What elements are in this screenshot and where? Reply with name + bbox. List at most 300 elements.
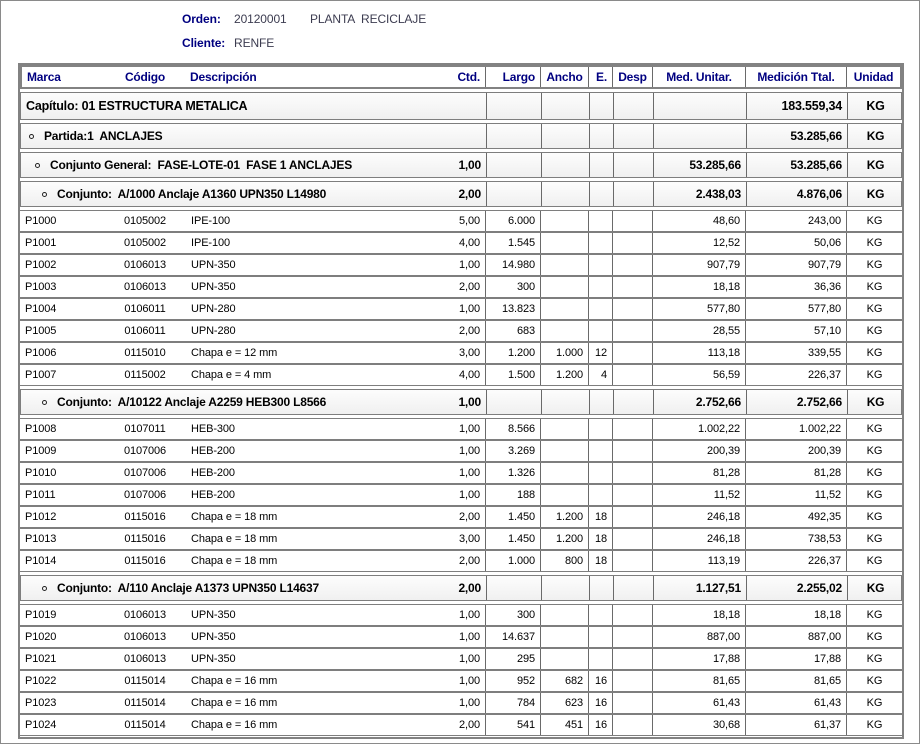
cell-marca: P1005 [25,325,57,337]
cell-ctd: 1,00 [458,445,480,457]
cell-e [588,441,612,461]
group-label-cell [21,153,431,177]
cell-medicion-ttal: 81,65 [745,671,846,691]
cell-med-unitar: 28,55 [652,321,745,341]
cell-ancho [541,576,589,600]
cell-desp [612,233,652,253]
cell-unidad: KG [846,233,902,253]
cell-medicion-ttal: 18,18 [745,605,846,625]
cell-ctd: 1,00 [458,697,480,709]
group-label-cell [21,124,431,148]
cell-med-unitar: 907,79 [652,255,745,275]
cell-marca: P1001 [25,237,57,249]
cell-codigo: 0115010 [124,347,166,359]
item-row [20,342,902,364]
item-row [20,528,902,550]
cell-unidad: KG [847,124,903,148]
cell-marca: P1009 [25,445,57,457]
cell-descripcion: HEB-200 [191,489,235,501]
cell-ancho [540,211,588,231]
cell-marca: P1012 [25,511,57,523]
cell-med-unitar: 2.438,03 [653,182,746,206]
cell-ctd: 2,00 [458,187,481,201]
cell-medicion-ttal: 492,35 [745,507,846,527]
cell-marca: P1008 [25,423,57,435]
cell-descripcion: Chapa e = 16 mm [191,675,278,687]
group-bullet-icon [42,400,47,405]
cell-medicion-ttal: 577,80 [745,299,846,319]
cell-e [588,211,612,231]
cell-codigo: 0105002 [123,237,167,249]
cell-unidad: KG [846,605,902,625]
cell-unidad: KG [847,576,903,600]
cell-e [588,233,612,253]
cliente-value: RENFE [234,36,275,50]
cell-largo: 3.269 [485,441,540,461]
cell-codigo: 0106013 [123,259,167,271]
group-text: Conjunto: A/10122 Anclaje A2259 HEB300 L8566 [57,395,327,409]
cell-ancho [541,390,589,414]
cell-descripcion: Chapa e = 16 mm [191,719,278,731]
cell-desp [613,124,653,148]
group-label-cell [21,390,431,414]
item-row [20,604,902,626]
cell-ctd: 1,00 [458,653,480,665]
group-text: Conjunto: A/110 Anclaje A1373 UPN350 L14637 [57,581,319,595]
cell-codigo: 0115014 [124,719,166,731]
conjunto-row [20,181,902,207]
cell-medicion-ttal: 226,37 [745,365,846,385]
cell-med-unitar: 2.752,66 [653,390,746,414]
cell-unidad: KG [846,485,902,505]
item-row [20,364,902,386]
cell-ancho [540,299,588,319]
cell-desp [613,182,653,206]
item-row [20,714,902,736]
group-text: Partida:1 ANCLAJES [44,129,163,143]
cell-unidad: KG [847,93,903,119]
cell-codigo: 0107006 [123,445,167,457]
cell-descripcion: HEB-300 [191,423,235,435]
cell-codigo: 0106013 [123,281,167,293]
group-text: Capítulo: 01 ESTRUCTURA METALICA [26,99,248,113]
column-header-ctd: Ctd. [457,70,480,84]
cell-med-unitar: 18,18 [652,605,745,625]
cell-desp [612,529,652,549]
cell-largo: 14.637 [485,627,540,647]
cell-ctd: 4,00 [458,237,480,249]
group-bullet-icon [29,134,34,139]
cell-descripcion: HEB-200 [191,467,235,479]
cell-desp [612,485,652,505]
cell-ancho [540,277,588,297]
cell-medicion-ttal: 2.255,02 [746,576,847,600]
cell-codigo: 0115016 [124,511,166,523]
table-body [20,92,902,736]
cell-ctd: 5,00 [458,215,480,227]
cell-med-unitar: 30,68 [652,715,745,735]
cell-medicion-ttal: 57,10 [745,321,846,341]
cell-e [588,463,612,483]
cell-medicion-ttal: 50,06 [745,233,846,253]
cell-e [588,627,612,647]
column-header-med-unitar: Med. Unitar. [652,67,745,87]
cell-marca: P1021 [25,653,57,665]
cell-unidad: KG [846,343,902,363]
cell-largo: 952 [485,671,540,691]
cell-e [589,182,613,206]
cell-e: 18 [588,507,612,527]
cell-medicion-ttal: 183.559,34 [746,93,847,119]
cell-largo: 541 [485,715,540,735]
cell-med-unitar: 887,00 [652,627,745,647]
item-row [20,648,902,670]
cell-marca: P1020 [25,631,57,643]
cell-descripcion: Chapa e = 4 mm [191,369,272,381]
cell-ctd: 1,00 [458,395,481,409]
item-row [20,670,902,692]
cell-medicion-ttal: 11,52 [745,485,846,505]
cell-codigo: 0106011 [124,303,166,315]
orden-project-name: PLANTA RECICLAJE [310,12,427,26]
cell-largo [486,390,541,414]
cell-ancho: 623 [540,693,588,713]
group-bullet-icon [35,163,40,168]
cell-largo: 1.450 [485,507,540,527]
cell-unidad: KG [846,671,902,691]
cell-largo: 1.000 [485,551,540,571]
cell-marca: P1013 [25,533,57,545]
cell-largo: 784 [485,693,540,713]
cell-e: 12 [588,343,612,363]
cell-med-unitar: 56,59 [652,365,745,385]
cell-e [589,576,613,600]
cell-desp [612,507,652,527]
cell-medicion-ttal: 1.002,22 [745,419,846,439]
cell-marca: P1022 [25,675,57,687]
cell-ctd: 2,00 [458,581,481,595]
cell-descripcion: Chapa e = 12 mm [191,347,278,359]
item-row [20,506,902,528]
cell-unidad: KG [846,365,902,385]
measurement-table [18,63,904,739]
cell-descripcion: Chapa e = 18 mm [191,511,278,523]
cell-codigo: 0115014 [124,675,166,687]
cell-marca: P1024 [25,719,57,731]
cell-unidad: KG [847,390,903,414]
column-header-medicion-ttal: Medición Ttal. [745,67,846,87]
cell-codigo: 0106013 [123,653,167,665]
cell-ancho [540,321,588,341]
column-header-descripcion: Descripción [190,70,257,84]
cell-codigo: 0105002 [123,215,167,227]
cell-ctd: 2,00 [458,511,480,523]
cell-largo [486,153,541,177]
orden-label: Orden: [182,12,221,26]
cell-ancho: 1.200 [540,529,588,549]
cell-largo: 1.545 [485,233,540,253]
cell-unidad: KG [846,321,902,341]
group-label-cell [21,93,431,119]
cell-unidad: KG [846,211,902,231]
cell-ctd: 1,00 [458,489,480,501]
cell-ancho: 800 [540,551,588,571]
cell-desp [613,576,653,600]
cell-medicion-ttal: 61,43 [745,693,846,713]
group-label-cell [21,182,431,206]
item-row [20,462,902,484]
cell-marca: P1006 [25,347,57,359]
cell-desp [612,463,652,483]
cell-largo [486,576,541,600]
cell-ancho: 1.000 [540,343,588,363]
cell-med-unitar: 12,52 [652,233,745,253]
item-row [20,484,902,506]
cell-marca: P1011 [25,489,56,501]
cell-ancho [540,649,588,669]
cell-codigo: 0106013 [123,631,167,643]
cell-ancho [540,627,588,647]
cell-ancho [540,233,588,253]
cell-ancho [540,463,588,483]
cell-med-unitar: 113,19 [652,551,745,571]
cell-marca: P1003 [25,281,57,293]
cell-unidad: KG [846,715,902,735]
cell-descripcion: Chapa e = 16 mm [191,697,278,709]
cell-medicion-ttal: 53.285,66 [746,153,847,177]
cell-e [589,124,613,148]
cell-desp [612,551,652,571]
cell-ancho: 1.200 [540,365,588,385]
cell-medicion-ttal: 61,37 [745,715,846,735]
item-row [20,254,902,276]
cell-ctd: 1,00 [458,303,480,315]
cell-desp [613,390,653,414]
cell-desp [612,211,652,231]
cell-ctd: 1,00 [458,158,481,172]
cell-medicion-ttal: 2.752,66 [746,390,847,414]
item-row [20,440,902,462]
item-row [20,276,902,298]
cell-ctd [431,124,486,148]
cell-ctd: 1,00 [458,259,480,271]
cell-desp [612,365,652,385]
cell-ancho [540,485,588,505]
cell-med-unitar: 48,60 [652,211,745,231]
cell-medicion-ttal: 17,88 [745,649,846,669]
cell-med-unitar: 61,43 [652,693,745,713]
cell-codigo: 0115016 [124,533,166,545]
cell-med-unitar: 11,52 [652,485,745,505]
cell-med-unitar: 246,18 [652,507,745,527]
cell-largo: 300 [485,605,540,625]
cell-med-unitar: 18,18 [652,277,745,297]
cell-ancho [540,605,588,625]
cell-largo: 1.326 [485,463,540,483]
cell-e [588,255,612,275]
cell-med-unitar: 53.285,66 [653,153,746,177]
cell-desp [612,343,652,363]
cell-ctd: 1,00 [458,675,480,687]
item-row [20,418,902,440]
cell-ancho: 451 [540,715,588,735]
cell-largo [486,93,541,119]
column-header-marca: Marca [27,70,61,84]
cell-med-unitar: 246,18 [652,529,745,549]
cell-ctd: 3,00 [458,347,480,359]
cell-unidad: KG [846,551,902,571]
column-header-ancho: Ancho [540,67,588,87]
cell-ctd: 1,00 [458,423,480,435]
cell-largo: 1.500 [485,365,540,385]
conjunto-row [20,152,902,178]
cell-ancho [540,255,588,275]
cell-unidad: KG [846,507,902,527]
cell-largo: 13.823 [485,299,540,319]
cell-med-unitar: 200,39 [652,441,745,461]
cell-ancho [541,153,589,177]
cell-med-unitar [653,93,746,119]
cell-ctd: 2,00 [458,281,480,293]
partida-row [20,123,902,149]
cell-codigo: 0115016 [124,555,166,567]
cell-marca: P1023 [25,697,57,709]
cell-e [588,485,612,505]
cell-med-unitar: 17,88 [652,649,745,669]
cell-medicion-ttal: 339,55 [745,343,846,363]
cell-desp [612,605,652,625]
cell-ctd: 2,00 [458,325,480,337]
cell-unidad: KG [846,255,902,275]
cell-unidad: KG [846,693,902,713]
cell-descripcion: UPN-350 [191,653,236,665]
cell-ancho [541,93,589,119]
cell-unidad: KG [846,627,902,647]
cell-marca: P1002 [25,259,57,271]
conjunto-row [20,389,902,415]
cell-medicion-ttal: 907,79 [745,255,846,275]
cell-e [588,605,612,625]
cell-desp [612,321,652,341]
item-row [20,320,902,342]
orden-value: 20120001 [234,12,287,26]
cell-med-unitar: 81,28 [652,463,745,483]
cell-unidad: KG [846,419,902,439]
group-bullet-icon [42,586,47,591]
cell-descripcion: HEB-200 [191,445,235,457]
cell-desp [612,441,652,461]
cell-desp [612,277,652,297]
cell-ctd: 1,00 [458,467,480,479]
cell-ancho [540,441,588,461]
group-text: Conjunto General: FASE-LOTE-01 FASE 1 ANCLAJES [50,158,352,172]
cell-desp [612,715,652,735]
cell-marca: P1019 [25,609,57,621]
cell-descripcion: IPE-100 [191,215,231,227]
cell-unidad: KG [846,441,902,461]
item-row [20,626,902,648]
cell-ancho [540,419,588,439]
cell-codigo: 0106013 [123,609,167,621]
cell-e [588,299,612,319]
cell-e: 18 [588,551,612,571]
cell-unidad: KG [846,649,902,669]
cell-largo [486,182,541,206]
column-header-e: E. [588,67,612,87]
cell-e: 16 [588,671,612,691]
cell-codigo: 0107006 [123,467,167,479]
item-row [20,298,902,320]
cell-largo: 1.200 [485,343,540,363]
cliente-label: Cliente: [182,36,226,50]
cell-ancho: 682 [540,671,588,691]
cell-codigo: 0106011 [124,325,166,337]
cell-ctd: 2,00 [458,719,480,731]
cell-marca: P1007 [25,369,57,381]
group-bullet-icon [42,192,47,197]
cell-largo: 1.450 [485,529,540,549]
column-header-codigo: Código [124,70,166,84]
cell-ctd: 1,00 [458,609,480,621]
item-row [20,232,902,254]
cell-e: 18 [588,529,612,549]
cell-med-unitar: 1.127,51 [653,576,746,600]
cell-desp [612,299,652,319]
cell-ancho: 1.200 [540,507,588,527]
cell-desp [612,255,652,275]
cell-unidad: KG [847,182,903,206]
cell-medicion-ttal: 887,00 [745,627,846,647]
cell-largo: 295 [485,649,540,669]
cell-codigo: 0107006 [123,489,167,501]
item-row [20,550,902,572]
cell-marca: P1014 [25,555,57,567]
cell-ancho [541,124,589,148]
cell-descripcion: UPN-280 [191,303,236,315]
cell-largo: 14.980 [485,255,540,275]
cell-medicion-ttal: 53.285,66 [746,124,847,148]
cell-ctd: 3,00 [458,533,480,545]
cell-ancho [541,182,589,206]
cell-desp [612,419,652,439]
cell-unidad: KG [846,277,902,297]
chapter-row [20,92,902,120]
cell-descripcion: Chapa e = 18 mm [191,533,278,545]
cell-e: 16 [588,693,612,713]
cell-desp [612,693,652,713]
cell-codigo: 0115014 [124,697,166,709]
cell-descripcion: IPE-100 [191,237,231,249]
cell-unidad: KG [846,299,902,319]
cell-descripcion: UPN-350 [191,259,236,271]
cell-unidad: KG [846,463,902,483]
cell-e [588,419,612,439]
cell-descripcion: UPN-350 [191,281,236,293]
cell-medicion-ttal: 200,39 [745,441,846,461]
cell-ctd [431,93,486,119]
column-header-desp: Desp [612,67,652,87]
conjunto-row [20,575,902,601]
cell-e: 16 [588,715,612,735]
cell-medicion-ttal: 36,36 [745,277,846,297]
cell-e [589,390,613,414]
cell-medicion-ttal: 243,00 [745,211,846,231]
cell-e [589,93,613,119]
cell-ctd: 4,00 [458,369,480,381]
cell-desp [612,627,652,647]
cell-med-unitar: 1.002,22 [652,419,745,439]
group-label-cell [21,576,431,600]
